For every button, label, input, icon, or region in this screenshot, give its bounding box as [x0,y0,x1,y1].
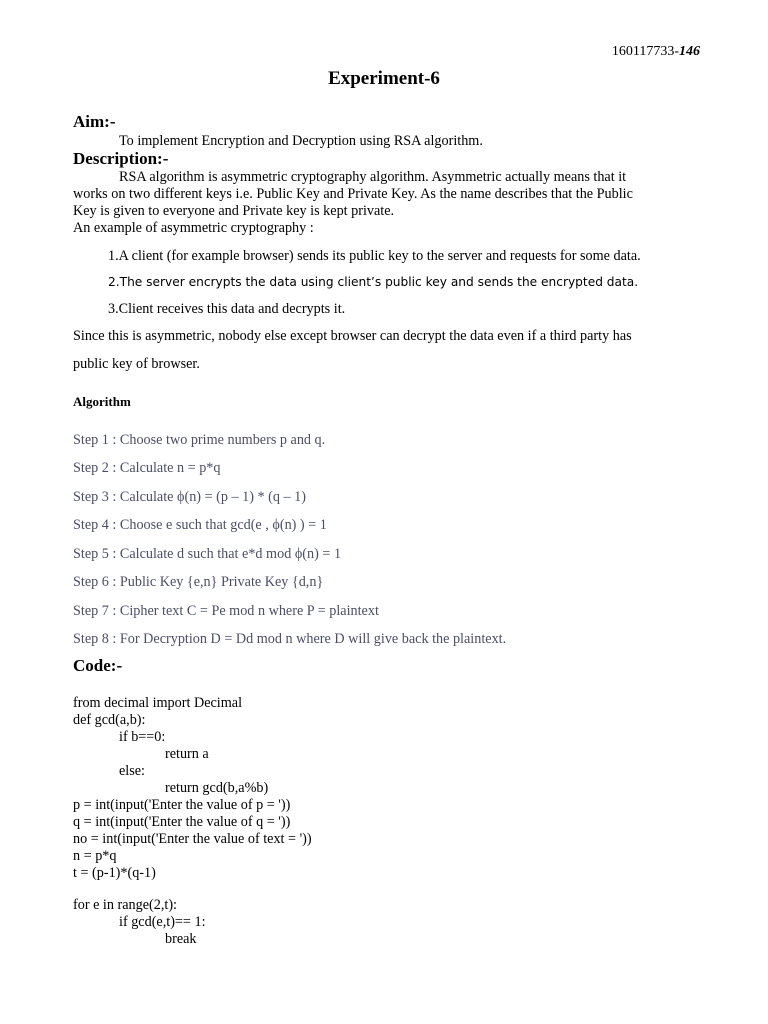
list-item: 2.The server encrypts the data using client’s public key and sends the encrypted data. [108,275,639,289]
code-line: for e in range(2,t): [73,897,177,913]
code-line: if b==0: [119,729,166,745]
aim-heading: Aim:- [73,112,116,131]
list-item: 3.Client receives this data and decrypts it. [108,301,346,317]
description-line: An example of asymmetric cryptography : [73,220,314,236]
code-line: else: [119,763,145,779]
algorithm-step: Step 8 : For Decryption D = Dd mod n where D will give back the plaintext. [73,631,507,647]
code-line: n = p*q [73,848,117,864]
algorithm-heading: Algorithm [73,394,131,409]
code-line: if gcd(e,t)== 1: [119,914,206,930]
list-item: 1.A client (for example browser) sends its public key to the server and requests for some data. [108,248,641,264]
page-number-value: 146 [679,44,700,59]
code-line: p = int(input('Enter the value of p = ')) [73,797,291,813]
algorithm-step: Step 4 : Choose e such that gcd(e , ϕ(n) ) = 1 [73,517,327,533]
algorithm-step: Step 3 : Calculate ϕ(n) = (p – 1) * (q – 1) [73,489,306,505]
code-line: def gcd(a,b): [73,712,146,728]
description-line: works on two different keys i.e. Public Key and Private Key. As the name describes that the Public [73,186,633,202]
code-line: break [165,931,197,947]
code-line: no = int(input('Enter the value of text = ')) [73,831,312,847]
code-line: from decimal import Decimal [73,695,243,711]
algorithm-step: Step 1 : Choose two prime numbers p and q. [73,432,326,448]
page-number [612,44,700,60]
code-line: q = int(input('Enter the value of q = ')) [73,814,291,830]
algorithm-step: Step 7 : Cipher text C = Pe mod n where P = plaintext [73,603,379,619]
closing-line: Since this is asymmetric, nobody else except browser can decrypt the data even if a third party has [73,328,632,344]
algorithm-step: Step 6 : Public Key {e,n} Private Key {d,n} [73,574,324,590]
page-number-prefix: 160117733- [611,44,679,59]
description-heading: Description:- [73,149,169,168]
code-line: t = (p-1)*(q-1) [73,865,156,881]
code-heading: Code:- [73,656,123,675]
code-line: return gcd(b,a%b) [165,780,269,796]
closing-line: public key of browser. [73,356,200,372]
algorithm-step: Step 5 : Calculate d such that e*d mod ϕ(n) = 1 [73,546,342,562]
aim-text: To implement Encryption and Decryption using RSA algorithm. [119,133,483,149]
page-title: Experiment-6 [328,68,440,89]
description-line: Key is given to everyone and Private key is kept private. [73,203,395,219]
code-line: return a [165,746,209,762]
algorithm-step: Step 2 : Calculate n = p*q [73,460,221,476]
description-line: RSA algorithm is asymmetric cryptography algorithm. Asymmetric actually means that it [119,169,627,185]
